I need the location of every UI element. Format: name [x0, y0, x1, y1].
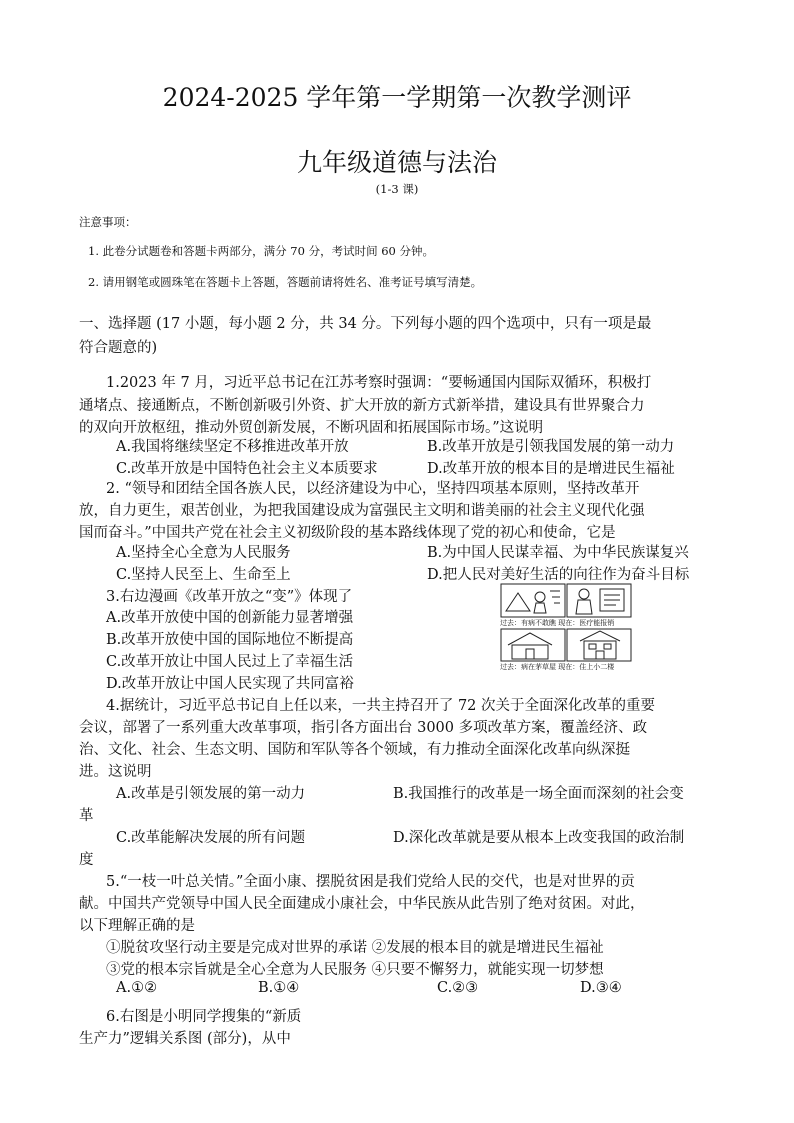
q5-option-d: D.③④ — [580, 980, 622, 996]
exam-title: 2024-2025 学年第一学期第一次教学测评 — [162, 83, 632, 112]
q2-option-d: D.把人民对美好生活的向往作为奋斗目标 — [427, 567, 690, 583]
comic-caption: 过去：病在茅草屋 现在：住上小二楼 — [500, 663, 615, 671]
exam-scope: (1-3 课) — [375, 182, 419, 196]
q3-option-c: C.改革开放让中国人民过上了幸福生活 — [106, 654, 354, 670]
q4-option-b: B.我国推行的改革是一场全面而深刻的社会变 — [393, 786, 684, 802]
q3-option-b: B.改革开放使中国的国际地位不断提高 — [106, 632, 354, 648]
q6-stem: 6.右图是小明同学搜集的“新质 — [106, 1009, 302, 1025]
comic-caption: 过去：有病不敢瞧 现在：医疗能报销 — [500, 619, 615, 627]
q1-stem: 的双向开放枢纽，推动外贸创新发展，不断巩固和拓展国际市场。”这说明 — [79, 420, 544, 436]
q2-option-a: A.坚持全心全意为人民服务 — [116, 545, 291, 561]
q2-option-b: B.为中国人民谋幸福、为中华民族谋复兴 — [427, 545, 689, 561]
q5-option-c: C.②③ — [437, 980, 479, 996]
q6-stem: 生产力”逻辑关系图 (部分)，从中 — [79, 1031, 291, 1047]
q4-option-c: C.改革能解决发展的所有问题 — [116, 830, 306, 846]
q4-stem: 治、文化、社会、生态文明、国防和军队等各个领域，有力推动全面深化改革向纵深挺 — [79, 742, 630, 758]
q5-option-a: A.①② — [116, 980, 158, 996]
q5-option-b: B.①④ — [258, 980, 300, 996]
section-heading: 一、选择题 (17 小题，每小题 2 分，共 34 分。下列每小题的四个选项中，只有一项是最 — [79, 316, 652, 332]
q5-stem: 献。中国共产党领导中国人民全面建成小康社会，中华民族从此告别了绝对贫困。对此， — [79, 896, 645, 912]
q3-option-a: A.改革开放使中国的创新能力显著增强 — [106, 610, 354, 626]
q1-stem: 1.2023 年 7 月，习近平总书记在江苏考察时强调：“要畅通国内国际双循环，积极打 — [106, 375, 652, 391]
q1-option-a: A.我国将继续坚定不移推进改革开放 — [116, 439, 349, 455]
q4-option-d: D.深化改革就是要从根本上改变我国的政治制 — [393, 830, 685, 846]
q2-stem: 放，自力更生，艰苦创业，为把我国建设成为富强民主文明和谐美丽的社会主义现代化强 — [79, 503, 645, 519]
q4-option-d-cont: 度 — [79, 852, 94, 868]
q4-stem: 会议，部署了一系列重大改革事项，指引各方面出台 3000 多项改革方案，覆盖经济、政 — [79, 720, 648, 736]
reform-comic-image — [500, 583, 632, 671]
q2-option-c: C.坚持人民至上、生命至上 — [116, 567, 291, 583]
q3-option-d: D.改革开放让中国人民实现了共同富裕 — [106, 676, 354, 692]
q5-statements: ①脱贫攻坚行动主要是完成对世界的承诺 ②发展的根本目的就是增进民生福祉 — [106, 940, 604, 956]
q5-statements: ③党的根本宗旨就是全心全意为人民服务 ④只要不懈努力，就能实现一切梦想 — [106, 962, 604, 978]
q3-stem: 3.右边漫画《改革开放之“变”》体现了 — [106, 589, 353, 605]
q4-option-a: A.改革是引领发展的第一动力 — [116, 786, 306, 802]
q2-stem: 国而奋斗。”中国共产党在社会主义初级阶段的基本路线体现了党的初心和使命，它是 — [79, 525, 616, 541]
q4-option-b-cont: 革 — [79, 808, 94, 824]
q5-stem: 5.“一枝一叶总关情。”全面小康、摆脱贫困是我们党给人民的交代，也是对世界的贡 — [106, 874, 635, 890]
q5-stem: 以下理解正确的是 — [79, 918, 195, 934]
q1-stem: 通堵点、接通断点，不断创新吸引外资、扩大开放的新方式新举措，建设具有世界聚合力 — [79, 398, 645, 414]
q1-option-d: D.改革开放的根本目的是增进民生福祉 — [427, 461, 675, 477]
notice-heading: 注意事项： — [79, 215, 137, 229]
q1-option-c: C.改革开放是中国特色社会主义本质要求 — [116, 461, 378, 477]
q4-stem: 4.据统计，习近平总书记自上任以来，一共主持召开了 72 次关于全面深化改革的重要 — [106, 698, 656, 714]
section-heading-cont: 符合题意的) — [79, 340, 158, 356]
notice-item: 1. 此卷分试题卷和答题卡两部分，满分 70 分，考试时间 60 分钟。 — [88, 244, 435, 258]
q4-stem: 进。这说明 — [79, 764, 152, 780]
q1-option-b: B.改革开放是引领我国发展的第一动力 — [427, 439, 675, 455]
exam-subject: 九年级道德与法治 — [296, 148, 497, 177]
q2-stem: 2. “领导和团结全国各族人民，以经济建设为中心，坚持四项基本原则，坚持改革开 — [106, 481, 640, 497]
notice-item: 2. 请用钢笔或圆珠笔在答题卡上答题，答题前请将姓名、准考证号填写清楚。 — [88, 275, 483, 289]
